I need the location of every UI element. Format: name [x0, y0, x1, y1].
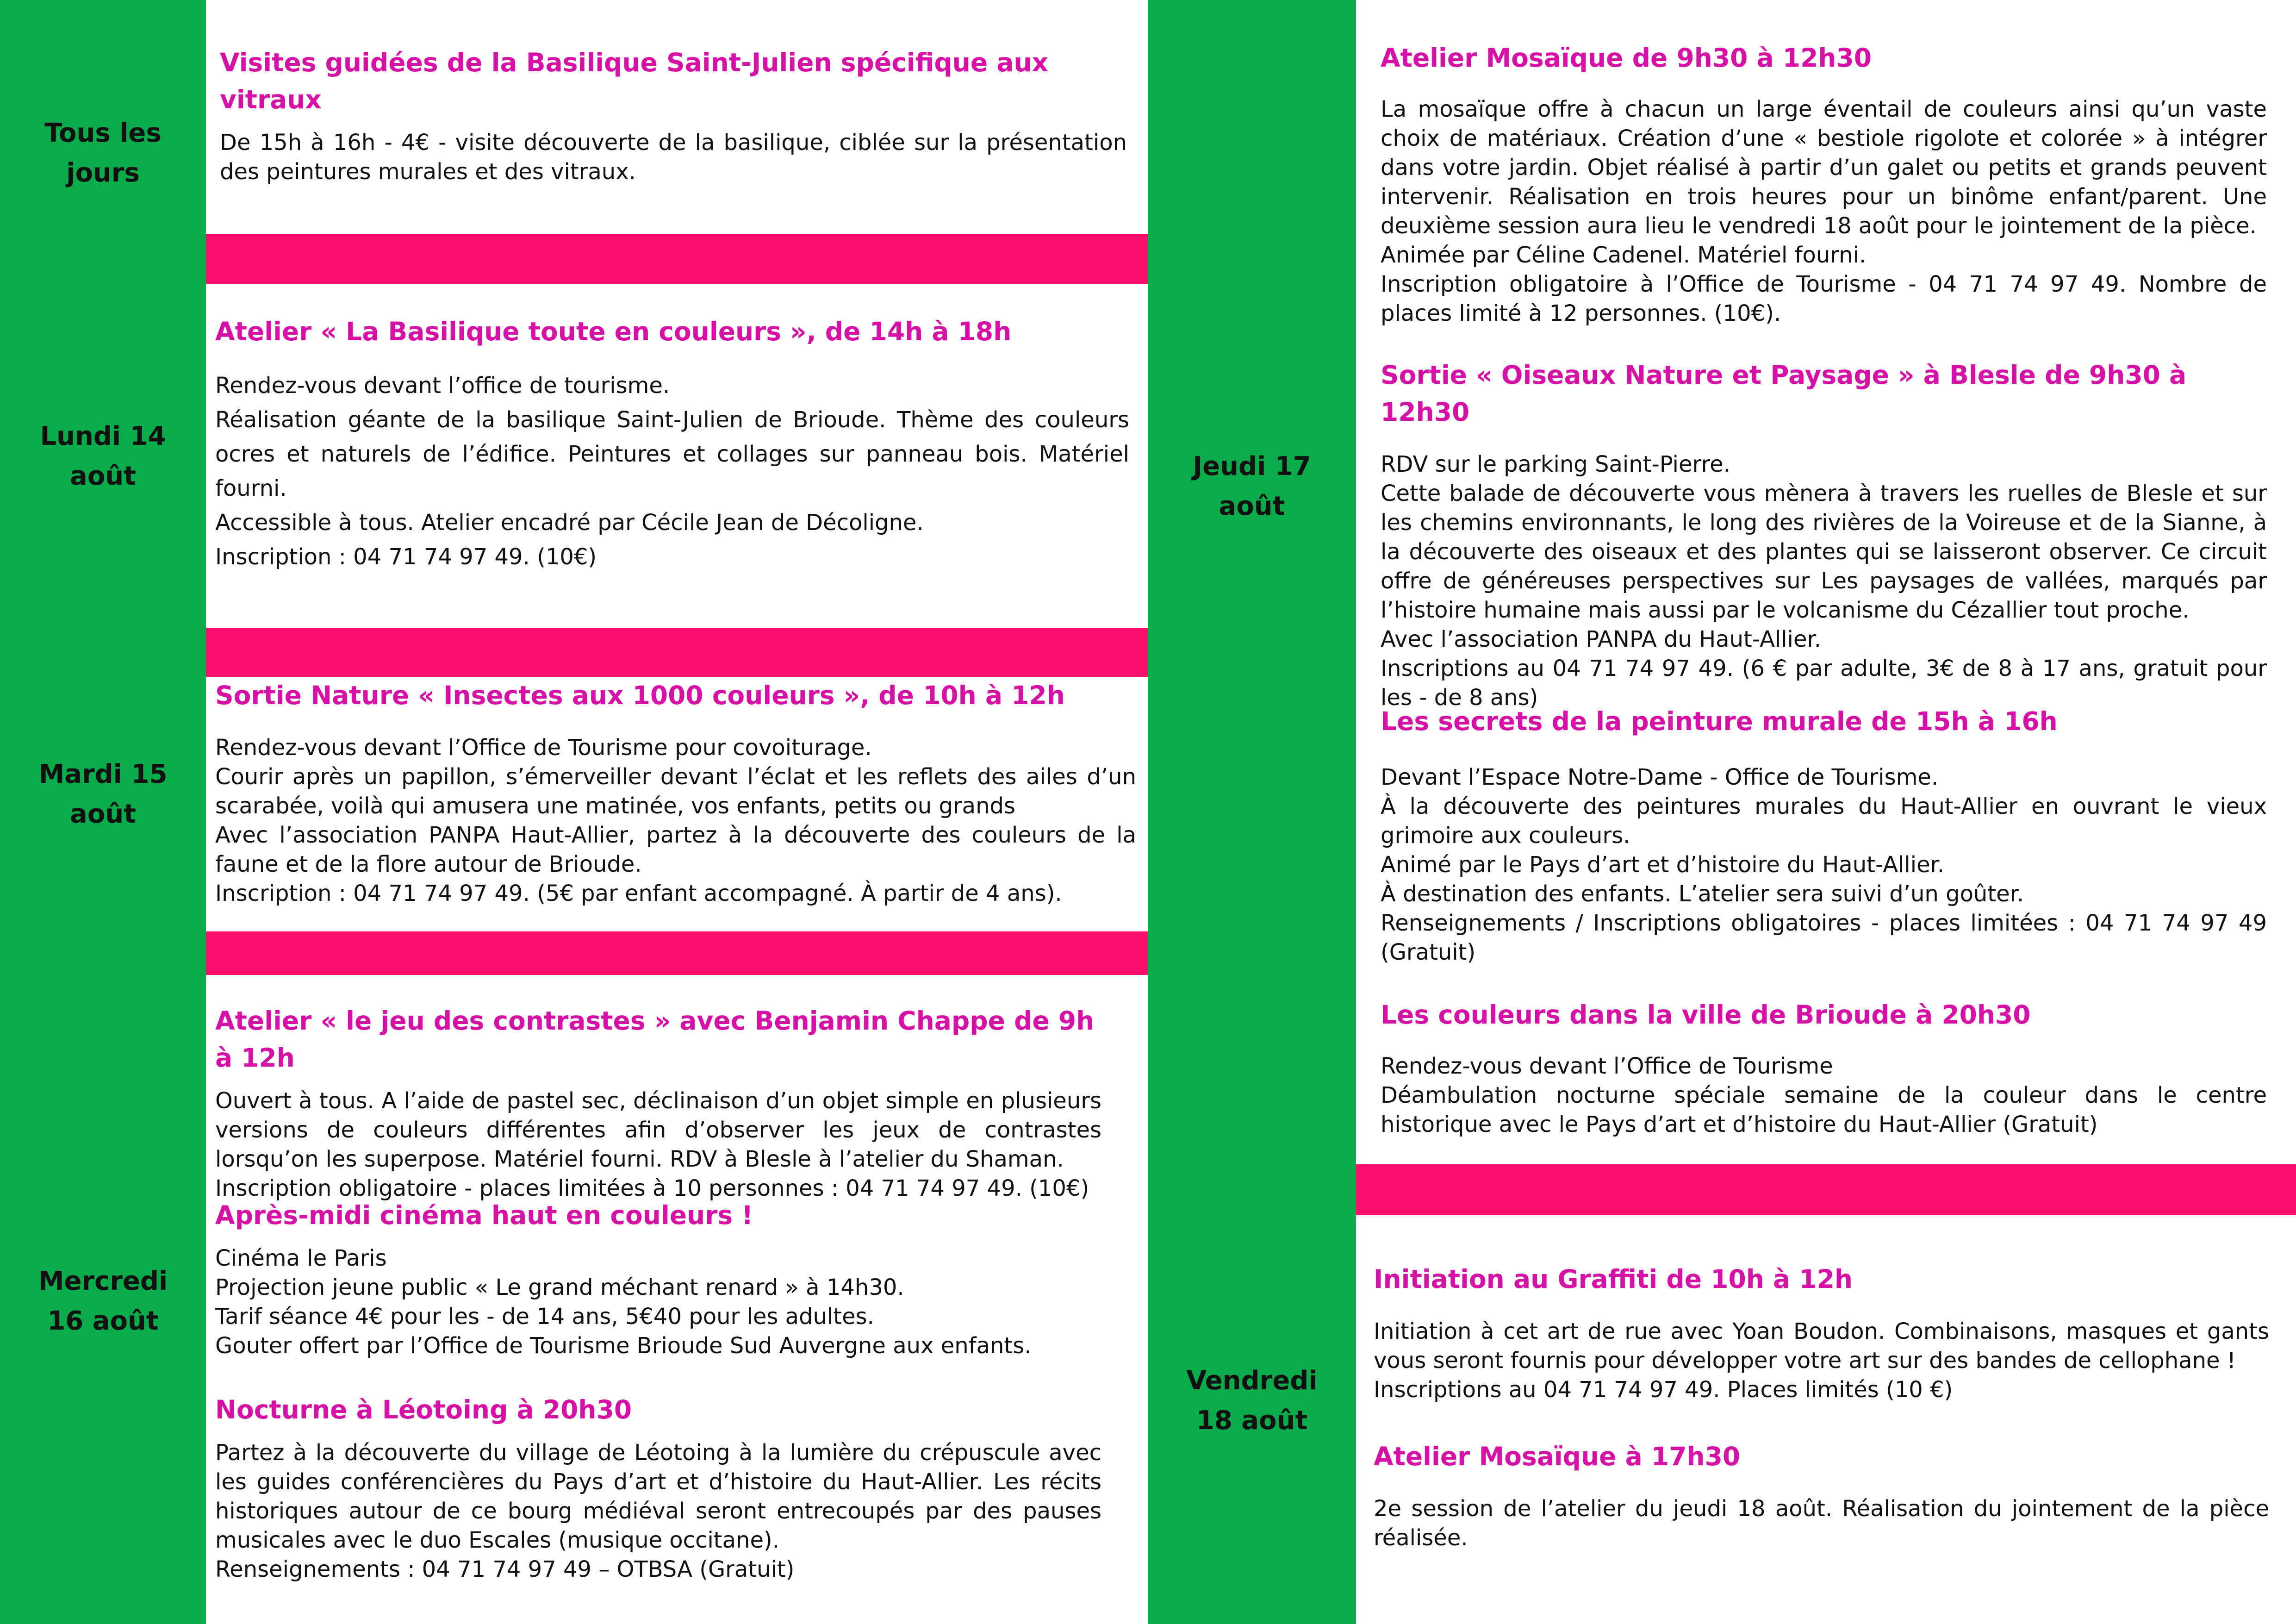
day-label-mercredi-16: Mercredi 16 août — [38, 1266, 168, 1336]
event-title: Sortie « Oiseaux Nature et Paysage » à Blesle de 9h30 à 12h30 — [1381, 360, 2187, 427]
event-visites-guidees — [220, 44, 1127, 187]
event-text: RDV sur le parking Saint-Pierre. — [1381, 451, 1730, 477]
event-text: Cinéma le Paris — [215, 1245, 387, 1271]
right-separator — [1356, 1164, 2296, 1215]
left-separator-3 — [206, 931, 1148, 975]
event-text: Renseignements : 04 71 74 97 49 – OTBSA (Gratuit) — [215, 1556, 795, 1582]
event-title: Visites guidées de la Basilique Saint-Julien spécifique aux vitraux — [220, 48, 1049, 114]
event-text: Avec l’association PANPA Haut-Allier, partez à la découverte des couleurs de la faune et de la flore autour de Brioude. — [215, 822, 1136, 877]
event-text: Courir après un papillon, s’émerveiller devant l’éclat et les reflets des ailes d’un scarabée, voilà qui amusera une matinée, vos enfants, petits ou grands — [215, 764, 1136, 819]
event-atelier-basilique — [215, 313, 1129, 574]
event-text: Gouter offert par l’Office de Tourisme Brioude Sud Auvergne aux enfants. — [215, 1333, 1032, 1359]
day-label-mardi-15: Mardi 15 août — [38, 759, 168, 829]
event-title: Nocturne à Léotoing à 20h30 — [215, 1395, 632, 1424]
event-apres-midi-cinema — [215, 1197, 1101, 1361]
event-atelier-mosaique — [1381, 39, 2267, 328]
event-text: Animée par Céline Cadenel. Matériel fourni. — [1381, 242, 1867, 268]
event-title: Atelier Mosaïque de 9h30 à 12h30 — [1381, 43, 1872, 73]
event-text: Initiation à cet art de rue avec Yoan Boudon. Combinaisons, masques et gants vous seront fournis pour développer votre art sur des bandes de cellophane ! — [1374, 1318, 2269, 1374]
event-text: Rendez-vous devant l’office de tourisme. — [215, 373, 670, 399]
event-text: Tarif séance 4€ pour les - de 14 ans, 5€40 pour les adultes. — [215, 1304, 874, 1330]
event-text: Déambulation nocturne spéciale semaine de la couleur dans le centre historique avec le Pays d’art et d’histoire du Haut-Allier (Gratuit) — [1381, 1082, 2267, 1137]
left-separator-2 — [206, 628, 1148, 677]
event-jeu-des-contrastes — [215, 1002, 1101, 1203]
event-atelier-mosaique-17h30 — [1374, 1438, 2269, 1553]
event-text: À destination des enfants. L’atelier sera suivi d’un goûter. — [1381, 881, 2024, 907]
event-text: Devant l’Espace Notre-Dame - Office de Tourisme. — [1381, 764, 1939, 790]
event-title: Les secrets de la peinture murale de 15h à 16h — [1381, 706, 2058, 736]
event-nocturne-leotoing — [215, 1391, 1101, 1584]
event-title: Atelier « le jeu des contrastes » avec Benjamin Chappe de 9h à 12h — [215, 1006, 1095, 1073]
event-text: Renseignements / Inscriptions obligatoires - places limitées : 04 71 74 97 49 (Gratuit) — [1381, 910, 2267, 965]
event-text: Cette balade de découverte vous mènera à travers les ruelles de Blesle et sur les chemins environnants, le long des rivières de la Voireuse et de la Sianne, à la découverte des oiseaux et des plantes qui se laisseront observer. Ce circuit offre de généreuses perspectives sur Les paysages de vallées, marqués par l’histoire humaine mais aussi par le volcanisme du Cézallier tout proche. — [1381, 481, 2267, 623]
event-title: Sortie Nature « Insectes aux 1000 couleurs », de 10h à 12h — [215, 681, 1065, 710]
event-text: Projection jeune public « Le grand méchant renard » à 14h30. — [215, 1274, 904, 1300]
day-label-lundi-14: Lundi 14 août — [40, 421, 166, 491]
event-title: Atelier « La Basilique toute en couleurs », de 14h à 18h — [215, 317, 1012, 346]
event-text: Avec l’association PANPA du Haut-Allier. — [1381, 626, 1822, 652]
event-sortie-insectes — [215, 677, 1136, 908]
event-title: Atelier Mosaïque à 17h30 — [1374, 1442, 1741, 1471]
event-text: La mosaïque offre à chacun un large éventail de couleurs ainsi qu’un vaste choix de matériaux. Création d’une « bestiole rigolote et colorée » à intégrer dans votre jardin. Objet réalisé à partir d’un galet ou petits et grands peuvent intervenir. Réalisation en trois heures pour un binôme enfant/parent. Une deuxième session aura lieu le vendredi 18 août pour le jointement de la pièce. — [1381, 96, 2267, 239]
day-label-jeudi-17: Jeudi 17 août — [1193, 451, 1311, 521]
event-title: Après-midi cinéma haut en couleurs ! — [215, 1200, 753, 1230]
event-text: De 15h à 16h - 4€ - visite découverte de la basilique, ciblée sur la présentation des peintures murales et des vitraux. — [220, 130, 1127, 185]
event-text: Réalisation géante de la basilique Saint-Julien de Brioude. Thème des couleurs ocres et naturels de l’édifice. Peintures et collages sur panneau bois. Matériel fourni. — [215, 407, 1129, 501]
event-couleurs-ville-brioude — [1381, 996, 2267, 1139]
event-text: Accessible à tous. Atelier encadré par Cécile Jean de Décoligne. — [215, 510, 924, 536]
event-text: Inscriptions au 04 71 74 97 49. (6 € par adulte, 3€ de 8 à 17 ans, gratuit pour les - de 8 ans) — [1381, 656, 2267, 711]
event-text: Inscription : 04 71 74 97 49. (5€ par enfant accompagné. À partir de 4 ans). — [215, 881, 1062, 906]
event-text: Rendez-vous devant l’Office de Tourisme — [1381, 1053, 1833, 1079]
event-text: 2e session de l’atelier du jeudi 18 août. Réalisation du jointement de la pièce réalisée. — [1374, 1496, 2269, 1551]
event-text: Inscriptions au 04 71 74 97 49. Places limités (10 €) — [1374, 1377, 1953, 1403]
event-text: Inscription obligatoire - places limitées à 10 personnes : 04 71 74 97 49. (10€) — [215, 1175, 1089, 1201]
event-secrets-peinture-murale — [1381, 703, 2267, 967]
event-text: Inscription obligatoire à l’Office de Tourisme - 04 71 74 97 49. Nombre de places limité à 12 personnes. (10€). — [1381, 271, 2267, 326]
event-text: Animé par le Pays d’art et d’histoire du Haut-Allier. — [1381, 852, 1945, 878]
day-label-tous-les-jours: Tous les jours — [44, 118, 162, 188]
left-separator-1 — [206, 234, 1148, 284]
event-sortie-oiseaux — [1381, 356, 2267, 712]
event-text: Ouvert à tous. A l’aide de pastel sec, déclinaison d’un objet simple en plusieurs versions de couleurs différentes afin d’observer les jeux de contrastes lorsqu’on les superpose. Matériel fourni. RDV à Blesle à l’atelier du Shaman. — [215, 1088, 1101, 1172]
event-text: Rendez-vous devant l’Office de Tourisme pour covoiturage. — [215, 735, 872, 761]
event-text: À la découverte des peintures murales du Haut-Allier en ouvrant le vieux grimoire aux couleurs. — [1381, 793, 2267, 849]
event-text: Partez à la découverte du village de Léotoing à la lumière du crépuscule avec les guides conférencières du Pays d’art et d’histoire du Haut-Allier. Les récits historiques autour de ce bourg médiéval seront entrecoupés par des pauses musicales avec le duo Escales (musique occitane). — [215, 1440, 1101, 1553]
event-text: Inscription : 04 71 74 97 49. (10€) — [215, 544, 597, 570]
event-initiation-graffiti — [1374, 1261, 2269, 1405]
event-title: Les couleurs dans la ville de Brioude à 20h30 — [1381, 1000, 2031, 1030]
event-title: Initiation au Graffiti de 10h à 12h — [1374, 1264, 1853, 1294]
day-label-vendredi-18: Vendredi 18 août — [1186, 1366, 1318, 1436]
